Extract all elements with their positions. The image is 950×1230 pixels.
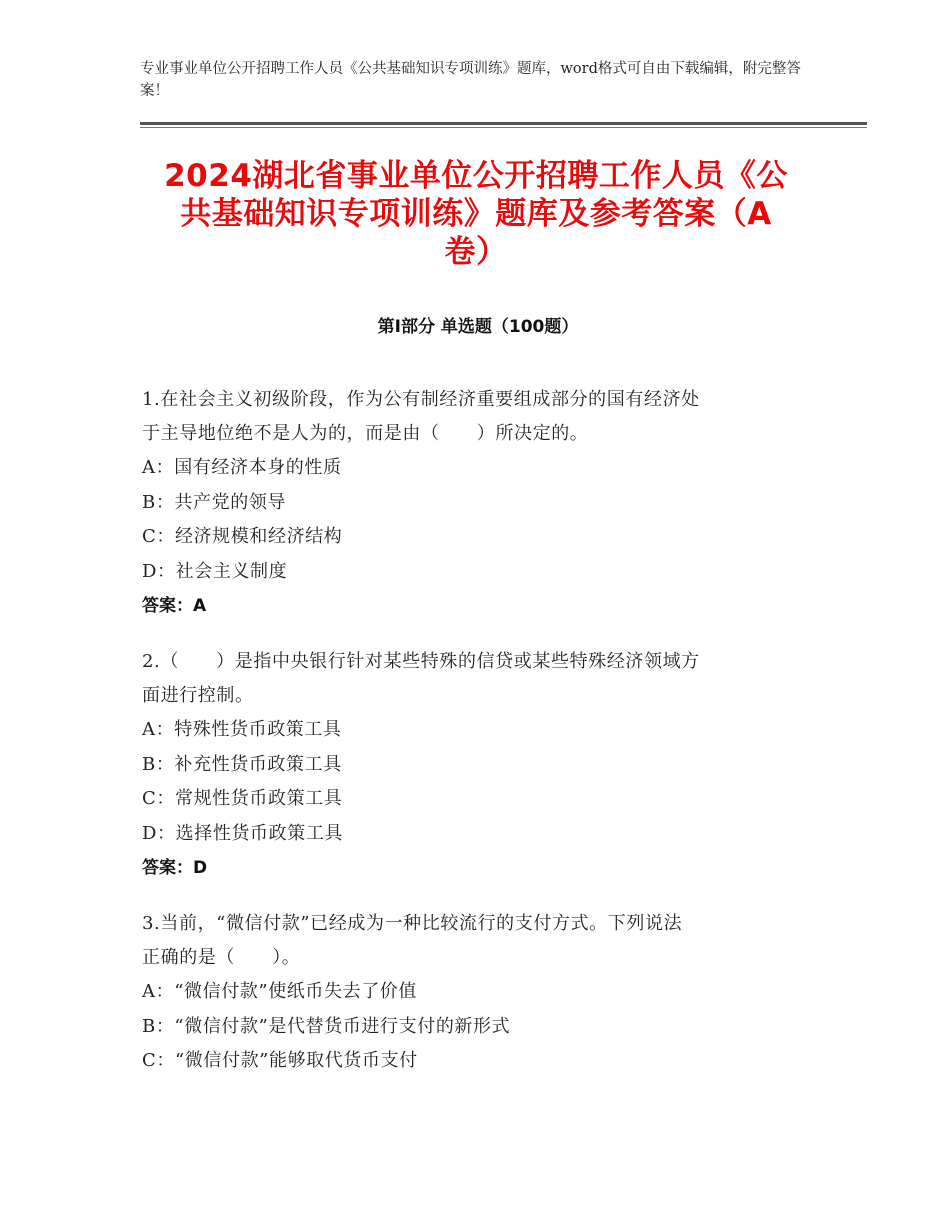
option-b: B：“微信付款”是代替货币进行支付的新形式 <box>142 1015 511 1037</box>
question-1 <box>142 383 802 623</box>
option-c: C：“微信付款”能够取代货币支付 <box>142 1050 418 1071</box>
stem-line: 于主导地位绝不是人为的，而是由（ ）所决定的。 <box>142 423 589 444</box>
option-c: C：常规性货币政策工具 <box>142 788 343 809</box>
option-b: B：补充性货币政策工具 <box>142 753 342 775</box>
option-d: D：社会主义制度 <box>142 560 288 582</box>
stem-line: 3.当前，“微信付款”已经成为一种比较流行的支付方式。下列说法 <box>142 913 683 934</box>
document-title <box>138 157 814 271</box>
option-a: A：特殊性货币政策工具 <box>142 719 342 740</box>
question-stem <box>142 383 802 451</box>
stem-line: 1.在社会主义初级阶段，作为公有制经济重要组成部分的国有经济处 <box>142 389 700 410</box>
answer: 答案：D <box>142 858 208 878</box>
option-a: A：“微信付款”使纸币失去了价值 <box>142 981 418 1002</box>
question-3 <box>142 907 802 1079</box>
stem-line: 面进行控制。 <box>142 685 254 706</box>
question-stem <box>142 907 802 975</box>
option-a: A：国有经济本身的性质 <box>142 457 342 478</box>
header-divider-thin <box>140 127 867 128</box>
question-list <box>142 383 802 1101</box>
title-line-1: 2024湖北省事业单位公开招聘工作人员《公 <box>164 158 788 194</box>
question-2 <box>142 645 802 885</box>
option-d: D：选择性货币政策工具 <box>142 822 344 844</box>
answer: 答案：A <box>142 596 207 616</box>
title-line-3: 卷） <box>444 234 508 270</box>
option-b: B：共产党的领导 <box>142 491 287 513</box>
section-title: 第Ⅰ部分 单选题（100题） <box>377 317 579 337</box>
stem-line: 2.（ ）是指中央银行针对某些特殊的信贷或某些特殊经济领域方 <box>142 651 700 672</box>
title-line-2: 共基础知识专项训练》题库及参考答案（A <box>180 196 772 232</box>
question-stem <box>142 645 802 713</box>
stem-line: 正确的是（ ）。 <box>142 947 301 968</box>
option-c: C：经济规模和经济结构 <box>142 526 343 547</box>
header-note: 专业事业单位公开招聘工作人员《公共基础知识专项训练》题库，word格式可自由下载编辑，附完整答案！ <box>140 61 801 99</box>
header-divider-thick <box>140 122 867 125</box>
